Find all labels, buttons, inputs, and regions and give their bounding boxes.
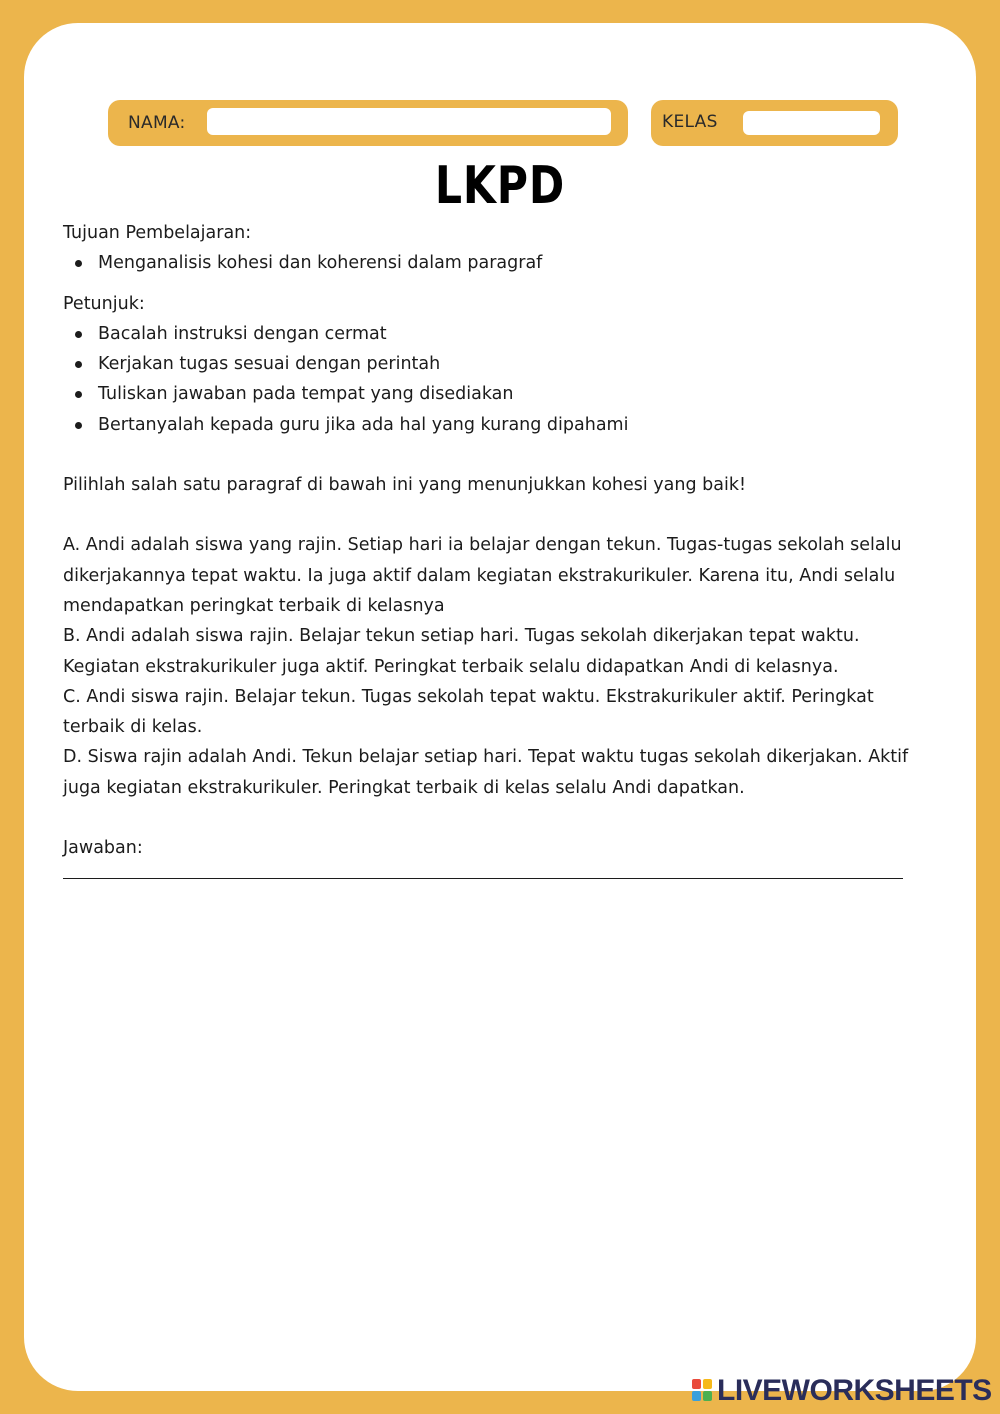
instructions-list [63,319,923,440]
answer-line[interactable] [63,877,903,879]
liveworksheets-logo [692,1376,992,1406]
class-input[interactable] [743,111,880,135]
liveworksheets-logo-icon [692,1379,714,1403]
name-input[interactable] [207,108,611,135]
name-field-bar [108,100,628,146]
name-label: NAMA: [128,113,186,133]
instruction-item: Tuliskan jawaban pada tempat yang disediakan [63,379,923,409]
class-label: KELAS [662,112,718,132]
objectives-list [63,248,923,278]
class-field-bar [651,100,898,146]
option-a: A. Andi adalah siswa yang rajin. Setiap hari ia belajar dengan tekun. Tugas-tugas sekolah selalu dikerjakannya tepat waktu. Ia juga aktif dalam kegiatan ekstrakurikuler. Karena itu, Andi selalu mendapatkan peringkat terbaik di kelasnya [63,535,902,616]
objectives-heading: Tujuan Pembelajaran: [63,223,252,243]
answer-label: Jawaban: [63,838,143,859]
option-d: D. Siswa rajin adalah Andi. Tekun belajar setiap hari. Tepat waktu tugas sekolah dikerjakan. Aktif juga kegiatan ekstrakurikuler. Peringkat terbaik di kelas selalu Andi dapatkan. [63,747,909,798]
question-text: Pilihlah salah satu paragraf di bawah ini yang menunjukkan kohesi yang baik! [63,475,746,496]
instructions-heading: Petunjuk: [63,293,145,314]
option-b: B. Andi adalah siswa rajin. Belajar tekun setiap hari. Tugas sekolah dikerjakan tepat waktu. Kegiatan ekstrakurikuler juga aktif. Peringkat terbaik selalu didapatkan Andi di kelasnya. [63,626,860,677]
objective-item: Menganalisis kohesi dan koherensi dalam paragraf [63,248,923,278]
worksheet-content [63,218,923,879]
instruction-item: Kerjakan tugas sesuai dengan perintah [63,349,923,379]
option-c: C. Andi siswa rajin. Belajar tekun. Tugas sekolah tepat waktu. Ekstrakurikuler aktif. Peringkat terbaik di kelas. [63,686,874,738]
instruction-item: Bertanyalah kepada guru jika ada hal yang kurang dipahami [63,410,923,440]
page-title: LKPD [434,156,566,216]
logo-text: LIVEWORKSHEETS [717,1374,992,1407]
instruction-item: Bacalah instruksi dengan cermat [63,319,923,349]
